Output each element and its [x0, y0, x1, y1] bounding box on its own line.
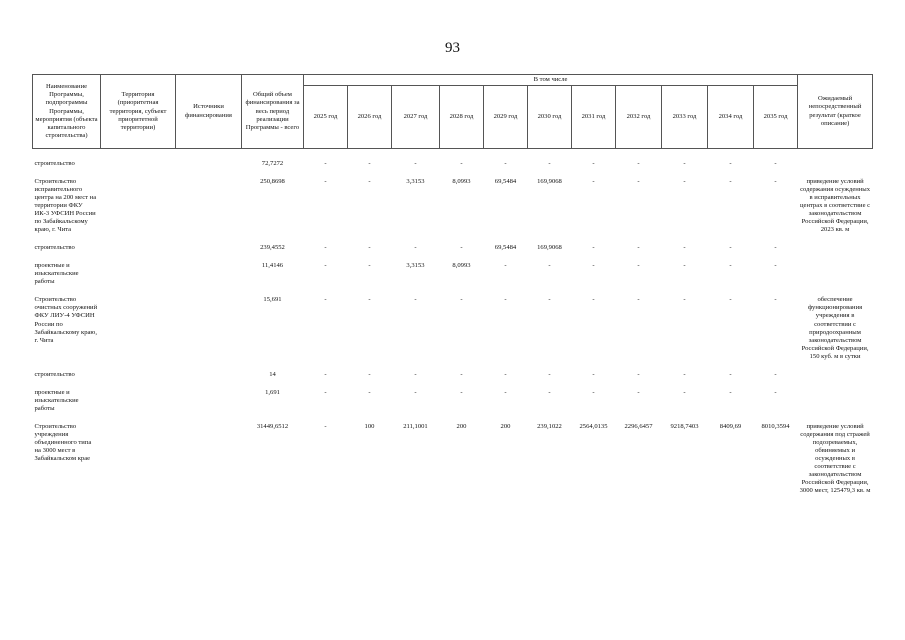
row-year-value: -: [592, 262, 595, 270]
header-territory: Территория (приоритетная территория, субъект приоритетной территории): [101, 75, 176, 149]
row-year-value: -: [774, 244, 777, 252]
row-year-value: -: [774, 160, 777, 168]
header-year: 2030 год: [528, 86, 572, 149]
row-year-value: 2564,0135: [579, 422, 608, 430]
row-source: [176, 159, 242, 169]
row-year-value: -: [729, 160, 732, 168]
header-source: Источники финансирования: [176, 75, 242, 149]
row-year-value: -: [324, 178, 327, 186]
row-year-value: -: [729, 370, 732, 378]
table-row: [33, 422, 873, 496]
row-year-value: 169,9068: [537, 244, 562, 252]
row-year-value: -: [774, 296, 777, 304]
row-year-value: -: [592, 178, 595, 186]
row-year-value: -: [592, 244, 595, 252]
row-source: [176, 243, 242, 253]
row-year-value: 8010,3594: [761, 422, 790, 430]
header-year: 2032 год: [616, 86, 662, 149]
table-row: [33, 370, 873, 380]
row-year-value: -: [683, 160, 686, 168]
header-year: 2035 год: [754, 86, 798, 149]
header-name: Наименование Программы, подпрограммы Программы, мероприятия (объекта капитального строительства): [33, 75, 101, 149]
row-year-value: -: [729, 244, 732, 252]
header-year: 2027 год: [392, 86, 440, 149]
row-year-value: -: [414, 296, 417, 304]
row-year-value: -: [683, 370, 686, 378]
row-year-value: -: [637, 370, 640, 378]
row-year-value: 8,0993: [452, 178, 471, 186]
row-name: Строительство очистных сооружений ФКУ ЛИУ-4 УФСИН России по Забайкальскому краю, г. Чита: [34, 296, 98, 344]
row-year-value: -: [637, 388, 640, 396]
row-source: [176, 261, 242, 287]
row-name: строительство: [34, 244, 75, 252]
table-row: [33, 159, 873, 169]
header-year: 2033 год: [662, 86, 708, 149]
row-source: [176, 370, 242, 380]
row-year-value: -: [504, 370, 507, 378]
row-territory: [101, 388, 176, 414]
row-year-value: 9218,7403: [670, 422, 699, 430]
table-row: [33, 388, 873, 414]
row-territory: [101, 422, 176, 496]
row-total: 72,7272: [261, 160, 284, 168]
table-header: [33, 75, 873, 149]
row-year-value: -: [637, 160, 640, 168]
row-name: проектные и изыскательские работы: [34, 262, 79, 286]
row-result: [798, 261, 873, 287]
row-year-value: -: [637, 244, 640, 252]
row-year-value: 211,1001: [403, 422, 428, 430]
row-territory: [101, 177, 176, 235]
row-year-value: 69,5484: [494, 244, 517, 252]
row-territory: [101, 159, 176, 169]
row-year-value: 3,3153: [406, 262, 425, 270]
row-total: 239,4552: [260, 244, 285, 252]
row-year-value: -: [504, 262, 507, 270]
row-year-value: -: [324, 422, 327, 430]
row-year-value: -: [683, 244, 686, 252]
row-year-value: -: [368, 262, 371, 270]
row-year-value: -: [368, 370, 371, 378]
row-year-value: -: [324, 370, 327, 378]
row-territory: [101, 243, 176, 253]
row-year-value: 169,9068: [537, 178, 562, 186]
row-year-value: 8,0993: [452, 262, 471, 270]
row-name: Строительство учреждения объединенного типа на 3000 мест в Забайкальском крае: [34, 422, 92, 462]
row-year-value: -: [637, 262, 640, 270]
row-year-value: -: [592, 370, 595, 378]
header-result: Ожидаемый непосредственный результат (краткое описание): [798, 75, 873, 149]
row-year-value: -: [324, 160, 327, 168]
row-year-value: -: [414, 370, 417, 378]
row-year-value: -: [683, 178, 686, 186]
header-including: В том числе: [304, 75, 798, 86]
row-year-value: -: [592, 388, 595, 396]
row-result: [798, 159, 873, 169]
row-year-value: -: [504, 296, 507, 304]
row-year-value: -: [774, 178, 777, 186]
table-body: [33, 149, 873, 505]
row-total: 1,691: [265, 388, 280, 396]
row-year-value: 8409,69: [719, 422, 742, 430]
row-year-value: -: [324, 244, 327, 252]
row-year-value: -: [324, 296, 327, 304]
row-name: проектные и изыскательские работы: [34, 388, 79, 412]
row-year-value: -: [774, 388, 777, 396]
row-year-value: -: [368, 178, 371, 186]
program-table: [32, 74, 873, 504]
row-year-value: 239,1022: [537, 422, 562, 430]
row-source: [176, 177, 242, 235]
table-row: [33, 177, 873, 235]
row-year-value: -: [504, 388, 507, 396]
table-row: [33, 295, 873, 361]
row-name: строительство: [34, 160, 75, 168]
row-year-value: -: [368, 388, 371, 396]
row-result: [798, 388, 873, 414]
table-row: [33, 261, 873, 287]
row-territory: [101, 370, 176, 380]
row-year-value: -: [548, 370, 551, 378]
header-year: 2029 год: [484, 86, 528, 149]
row-year-value: -: [460, 388, 463, 396]
row-year-value: -: [729, 178, 732, 186]
row-year-value: -: [460, 160, 463, 168]
row-year-value: 200: [456, 422, 467, 430]
row-year-value: -: [774, 370, 777, 378]
row-year-value: -: [368, 244, 371, 252]
row-year-value: -: [504, 160, 507, 168]
row-year-value: -: [683, 296, 686, 304]
row-total: 31449,6512: [256, 422, 289, 430]
row-year-value: -: [548, 262, 551, 270]
row-name: Строительство исправительного центра на 200 мест на территории ФКУ ИК-3 УФСИН России по Забайкальскому краю, г. Чита: [34, 178, 97, 234]
row-year-value: 200: [500, 422, 511, 430]
header-year: 2034 год: [708, 86, 754, 149]
row-result: [798, 370, 873, 380]
header-year: 2031 год: [572, 86, 616, 149]
row-year-value: -: [729, 262, 732, 270]
row-source: [176, 422, 242, 496]
header-year: 2026 год: [348, 86, 392, 149]
row-total: 250,8698: [260, 178, 285, 186]
row-year-value: 69,5484: [494, 178, 517, 186]
row-result: обеспечение функционирования учреждения в соответствии с природоохранным законодательством Российской Федерации, 150 куб. м в сутки: [801, 296, 869, 360]
row-year-value: -: [414, 388, 417, 396]
header-total: Общий объем финансирования за весь период реализации Программы - всего: [242, 75, 304, 149]
row-year-value: -: [460, 370, 463, 378]
table-row: [33, 243, 873, 253]
row-year-value: -: [548, 388, 551, 396]
row-year-value: -: [729, 388, 732, 396]
row-year-value: -: [683, 388, 686, 396]
row-total: 15,691: [263, 296, 282, 304]
row-year-value: -: [368, 296, 371, 304]
row-year-value: -: [368, 160, 371, 168]
row-year-value: -: [414, 244, 417, 252]
row-year-value: 2296,6457: [624, 422, 653, 430]
row-year-value: -: [460, 244, 463, 252]
row-result: [798, 243, 873, 253]
row-total: 11,4146: [261, 262, 284, 270]
row-year-value: -: [637, 178, 640, 186]
row-year-value: -: [683, 262, 686, 270]
row-name: строительство: [34, 370, 75, 378]
row-year-value: -: [592, 296, 595, 304]
row-year-value: -: [592, 160, 595, 168]
row-result: приведение условий содержания осужденных в исправительных центрах в соответствие с законодательством Российской Федерации, 2023 кв. м: [799, 178, 871, 234]
row-territory: [101, 261, 176, 287]
row-source: [176, 388, 242, 414]
row-year-value: -: [414, 160, 417, 168]
row-year-value: -: [774, 262, 777, 270]
header-year: 2025 год: [304, 86, 348, 149]
row-year-value: 100: [364, 422, 375, 430]
page-number: 93: [445, 40, 460, 56]
row-result: приведение условий содержания под стражей подозреваемых, обвиняемых и осужденных в соответствие с законодательством Российской Федерации, 3000 мест, 125479,3 кв. м: [799, 422, 871, 495]
row-year-value: -: [460, 296, 463, 304]
row-total: 14: [269, 370, 276, 378]
header-year: 2028 год: [440, 86, 484, 149]
row-year-value: -: [324, 388, 327, 396]
row-year-value: -: [324, 262, 327, 270]
row-year-value: 3,3153: [406, 178, 425, 186]
row-year-value: -: [548, 160, 551, 168]
row-year-value: -: [637, 296, 640, 304]
row-year-value: -: [548, 296, 551, 304]
row-year-value: -: [729, 296, 732, 304]
row-source: [176, 295, 242, 361]
row-territory: [101, 295, 176, 361]
